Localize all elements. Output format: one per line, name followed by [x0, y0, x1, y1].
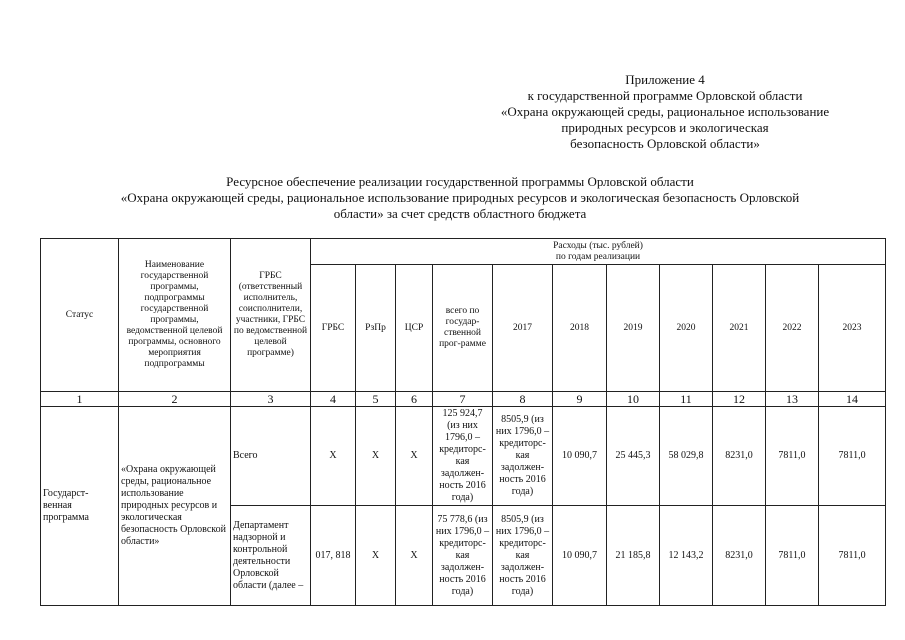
total-cell: 75 778,6 (из них 1796,0 – кредиторс-кая задолжен-ность 2016 года): [433, 506, 493, 606]
year-cell: 8505,9 (из них 1796,0 – кредиторс-кая задолжен-ность 2016 года): [493, 407, 553, 506]
header-year: 2022: [766, 265, 819, 392]
year-cell: 8231,0: [713, 506, 766, 606]
header-csr: ЦСР: [396, 265, 433, 392]
header-year: 2017: [493, 265, 553, 392]
column-number: 11: [660, 392, 713, 407]
header-grbs-full: ГРБС (ответственный исполнитель, соисполнители, участники, ГРБС по ведомственной целевой программе): [231, 239, 311, 392]
header-grbs: ГРБС: [311, 265, 356, 392]
column-number: 4: [311, 392, 356, 407]
column-number: 12: [713, 392, 766, 407]
year-cell: 8231,0: [713, 407, 766, 506]
header-name: Наименование государственной программы, подпрограммы государственной программы, ведомственной целевой программы, основного мероприятия подпрограммы: [119, 239, 231, 392]
column-number: 8: [493, 392, 553, 407]
column-number: 10: [607, 392, 660, 407]
header-by-years: по годам реализации: [555, 251, 641, 262]
column-number: 5: [356, 392, 396, 407]
appendix-line: Приложение 4: [625, 72, 705, 87]
header-rzpr: РзПр: [356, 265, 396, 392]
column-number: 6: [396, 392, 433, 407]
appendix-line: безопасность Орловской области»: [570, 136, 760, 151]
csr-cell: Х: [396, 506, 433, 606]
year-cell: 21 185,8: [607, 506, 660, 606]
column-number: 2: [119, 392, 231, 407]
program-status: Государст-венная программа: [41, 407, 119, 606]
header-total: всего по государ-ственной прог-рамме: [433, 265, 493, 392]
year-cell: 25 445,3: [607, 407, 660, 506]
header-year: 2020: [660, 265, 713, 392]
header-row-top: [41, 239, 886, 265]
appendix-line: природных ресурсов и экологическая: [561, 120, 769, 135]
executor-cell: Департамент надзорной и контрольной деятельности Орловской области (далее –: [231, 506, 311, 606]
grbs-cell: 017, 818: [311, 506, 356, 606]
column-number: 1: [41, 392, 119, 407]
title-line: области» за счет средств областного бюджета: [333, 206, 587, 221]
year-cell: 7811,0: [766, 407, 819, 506]
year-cell: 8505,9 (из них 1796,0 – кредиторс-кая задолжен-ность 2016 года): [493, 506, 553, 606]
header-year: 2019: [607, 265, 660, 392]
csr-cell: Х: [396, 407, 433, 506]
header-year: 2018: [553, 265, 607, 392]
program-name: «Охрана окружающей среды, рациональное использование природных ресурсов и экологическая безопасность Орловской области»: [119, 407, 231, 606]
column-number: 7: [433, 392, 493, 407]
year-cell: 7811,0: [766, 506, 819, 606]
header-year: 2023: [819, 265, 886, 392]
rzpr-cell: Х: [356, 407, 396, 506]
column-number: 9: [553, 392, 607, 407]
table-row: [41, 407, 886, 506]
year-cell: 10 090,7: [553, 506, 607, 606]
column-number-row: [41, 392, 886, 407]
year-cell: 10 090,7: [553, 407, 607, 506]
rzpr-cell: Х: [356, 506, 396, 606]
grbs-cell: Х: [311, 407, 356, 506]
appendix-line: к государственной программе Орловской области: [527, 88, 803, 103]
appendix-line: «Охрана окружающей среды, рациональное использование: [500, 104, 830, 119]
column-number: 3: [231, 392, 311, 407]
header-year: 2021: [713, 265, 766, 392]
header-status: Статус: [41, 239, 119, 392]
year-cell: 7811,0: [819, 506, 886, 606]
year-cell: 58 029,8: [660, 407, 713, 506]
document-title: [60, 174, 860, 222]
total-cell: 125 924,7 (из них 1796,0 – кредиторс-кая задолжен-ность 2016 года): [433, 407, 493, 506]
year-cell: 12 143,2: [660, 506, 713, 606]
title-line: «Охрана окружающей среды, рациональное использование природных ресурсов и экологическая безопасность Орловской: [120, 190, 800, 205]
column-number: 14: [819, 392, 886, 407]
header-expenses: [311, 239, 886, 265]
resource-table: [40, 238, 886, 606]
executor-cell: Всего: [231, 407, 311, 506]
column-number: 13: [766, 392, 819, 407]
header-expenses-title: Расходы (тыс. рублей): [553, 240, 643, 251]
title-line: Ресурсное обеспечение реализации государственной программы Орловской области: [226, 174, 694, 189]
year-cell: 7811,0: [819, 407, 886, 506]
appendix-header: [470, 72, 860, 152]
